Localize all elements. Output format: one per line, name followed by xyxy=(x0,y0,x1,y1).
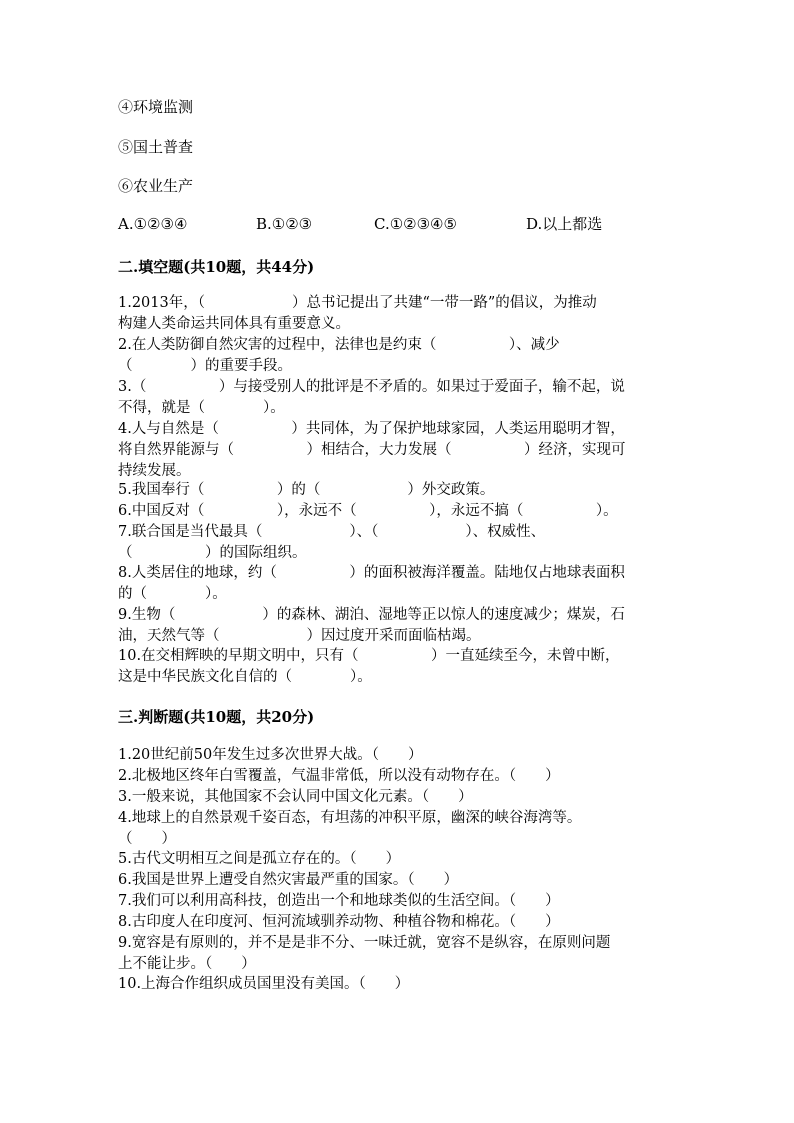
judge-question: 4.地球上的自然景观千姿百态，有坦荡的冲积平原，幽深的峡谷海湾等。 （ ） xyxy=(118,810,582,847)
fill-question: 8.人类居住的地球，约（ ）的面积被海洋覆盖。陆地仅占地球表面积 的（ ）。 xyxy=(118,565,625,602)
option-item: ⑥农业生产 xyxy=(118,177,194,195)
fill-question: 7.联合国是当代最具（ ）、（ ）、权威性、 （ ）的国际组织。 xyxy=(118,524,546,561)
judge-question: 1.20世纪前50年发生过多次世界大战。（ ） xyxy=(118,747,423,763)
judge-question: 5.古代文明相互之间是孤立存在的。（ ） xyxy=(118,851,401,867)
judge-question: 6.我国是世界上遭受自然灾害最严重的国家。（ ） xyxy=(118,872,459,888)
fill-question: 10.在交相辉映的早期文明中，只有（ ）一直延续至今，未曾中断， 这是中华民族文化自信的（ ）。 xyxy=(118,648,620,685)
option-item: ④环境监测 xyxy=(118,98,194,116)
choice-b: B.①②③ xyxy=(256,215,313,233)
fill-question: 2.在人类防御自然灾害的过程中，法律也是约束（ ）、减少 （ ）的重要手段。 xyxy=(118,337,560,374)
judge-question: 10.上海合作组织成员国里没有美国。（ ） xyxy=(118,976,410,992)
judge-question: 8.古印度人在印度河、恒河流域驯养动物、种植谷物和棉花。（ ） xyxy=(118,914,560,930)
judge-question: 7.我们可以利用高科技，创造出一个和地球类似的生活空间。（ ） xyxy=(118,893,560,909)
section-heading-true-false: 三.判断题(共10题，共20分) xyxy=(118,708,315,726)
judge-question: 2.北极地区终年白雪覆盖，气温非常低，所以没有动物存在。（ ） xyxy=(118,768,560,784)
choice-a: A.①②③④ xyxy=(118,215,188,233)
choice-d: D.以上都选 xyxy=(526,215,603,233)
judge-question: 9.宽容是有原则的，并不是是非不分、一味迁就，宽容不是纵容，在原则问题 上不能让步。（ ） xyxy=(118,935,611,972)
fill-question: 1.2013年，（ ）总书记提出了共建“一带一路”的倡议，为推动 构建人类命运共同体具有重要意义。 xyxy=(118,295,597,332)
judge-question: 3.一般来说，其他国家不会认同中国文化元素。（ ） xyxy=(118,789,473,805)
section-heading-fill-blank: 二.填空题(共10题，共44分) xyxy=(118,258,315,276)
fill-question: 6.中国反对（ ），永远不（ ），永远不搞（ ）。 xyxy=(118,503,618,519)
fill-question: 4.人与自然是（ ）共同体，为了保护地球家园，人类运用聪明才智， 将自然界能源与（ ）相结合，大力发展（ ）经济，实现可 持续发展。 xyxy=(118,421,626,479)
fill-question: 5.我国奉行（ ）的（ ）外交政策。 xyxy=(118,482,495,498)
choice-c: C.①②③④⑤ xyxy=(374,215,457,233)
fill-question: 9.生物（ ）的森林、湖泊、湿地等正以惊人的速度减少；煤炭，石 油，天然气等（ ）因过度开采而面临枯竭。 xyxy=(118,607,625,644)
option-item: ⑤国土普查 xyxy=(118,138,194,156)
fill-question: 3.（ ）与接受别人的批评是不矛盾的。如果过于爱面子，输不起，说 不得，就是（ ）。 xyxy=(118,379,625,416)
